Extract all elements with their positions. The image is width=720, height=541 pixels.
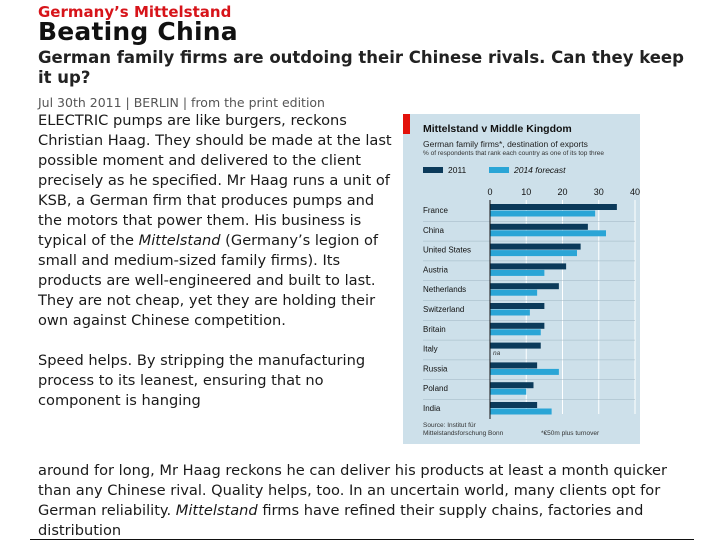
x-tick-label-30: 30	[593, 187, 604, 197]
x-tick-label-0: 0	[487, 187, 493, 197]
category-label-6: Britain	[423, 324, 446, 334]
legend-label-2011: 2011	[448, 165, 467, 175]
article-body-column	[38, 111, 398, 411]
paragraph-3: around for long, Mr Haag reckons he can deliver his products at least a month quicker than any Chinese rival. Quality helps, too. In an uncertain world, many clients opt for German reliability. Mittelstand firms have refined their supply chains, factories and distribution	[38, 462, 668, 539]
bar-1-1	[490, 230, 606, 236]
category-label-0: France	[423, 206, 448, 215]
article-headline: Beating China	[38, 17, 238, 46]
bar-1-0	[490, 211, 595, 217]
bar-1-8	[490, 369, 559, 375]
paragraph-1: ELECTRIC pumps are like burgers, reckons Christian Haag. They should be made at the last possible moment and delivered to the client precisely as he specified. Mr Haag runs a unit of KSB, a German firm that produces pumps and the motors that power them. His business is typical of the Mittelstand (Germany’s legion of small and medium-sized family firms). Its products are well-engineered and built to last. They are not cheap, yet they are holding their own against Chinese competition.	[38, 112, 392, 329]
bar-0-6	[490, 323, 544, 329]
bar-1-4	[490, 290, 537, 296]
bar-na-label-7: na	[493, 350, 501, 358]
x-tick-label-20: 20	[557, 187, 568, 197]
legend-label-2014: 2014 forecast	[514, 165, 566, 175]
x-tick-label-40: 40	[629, 187, 640, 197]
bar-0-10	[490, 402, 537, 408]
paragraph-2: Speed helps. By stripping the manufacturing process to its leanest, ensuring that no component is hanging	[38, 352, 366, 409]
chart-plot	[403, 114, 640, 444]
bar-1-2	[490, 250, 577, 256]
chart-subtitle: German family firms*, destination of exports	[423, 139, 588, 149]
category-label-4: Netherlands	[423, 285, 467, 295]
bar-1-5	[490, 310, 530, 316]
chart-note: % of respondents that rank each country as one of its top three	[423, 150, 605, 157]
bar-0-7	[490, 343, 541, 349]
category-label-2: United States	[423, 245, 472, 255]
bar-0-0	[490, 204, 617, 210]
bar-0-8	[490, 362, 537, 368]
exports-chart	[403, 114, 640, 444]
chart-source: Source: Institut für Mittelstandsforschung Bonn	[423, 422, 504, 437]
category-label-9: Poland	[423, 384, 448, 394]
bar-0-3	[490, 263, 566, 269]
bar-0-4	[490, 283, 559, 289]
bar-0-1	[490, 224, 588, 230]
bar-0-2	[490, 244, 581, 250]
article-dateline: Jul 30th 2011 | BERLIN | from the print edition	[38, 95, 325, 110]
article-kicker: Germany’s Mittelstand	[38, 3, 232, 21]
category-label-1: China	[423, 225, 444, 235]
category-label-7: Italy	[423, 344, 438, 354]
article-subhead: German family firms are outdoing their Chinese rivals. Can they keep it up?	[38, 48, 684, 87]
chart-title: Mittelstand v Middle Kingdom	[423, 123, 572, 135]
x-tick-label-10: 10	[521, 187, 532, 197]
bar-1-3	[490, 270, 544, 276]
bar-0-5	[490, 303, 544, 309]
category-label-8: Russia	[423, 364, 448, 374]
category-label-3: Austria	[423, 265, 448, 275]
category-label-10: India	[423, 404, 441, 413]
chart-footnote: *€50m plus turnover	[541, 430, 600, 437]
bar-1-10	[490, 409, 552, 415]
bar-1-6	[490, 329, 541, 335]
category-label-5: Switzerland	[423, 305, 465, 314]
bar-1-9	[490, 389, 526, 395]
bar-0-9	[490, 382, 534, 388]
